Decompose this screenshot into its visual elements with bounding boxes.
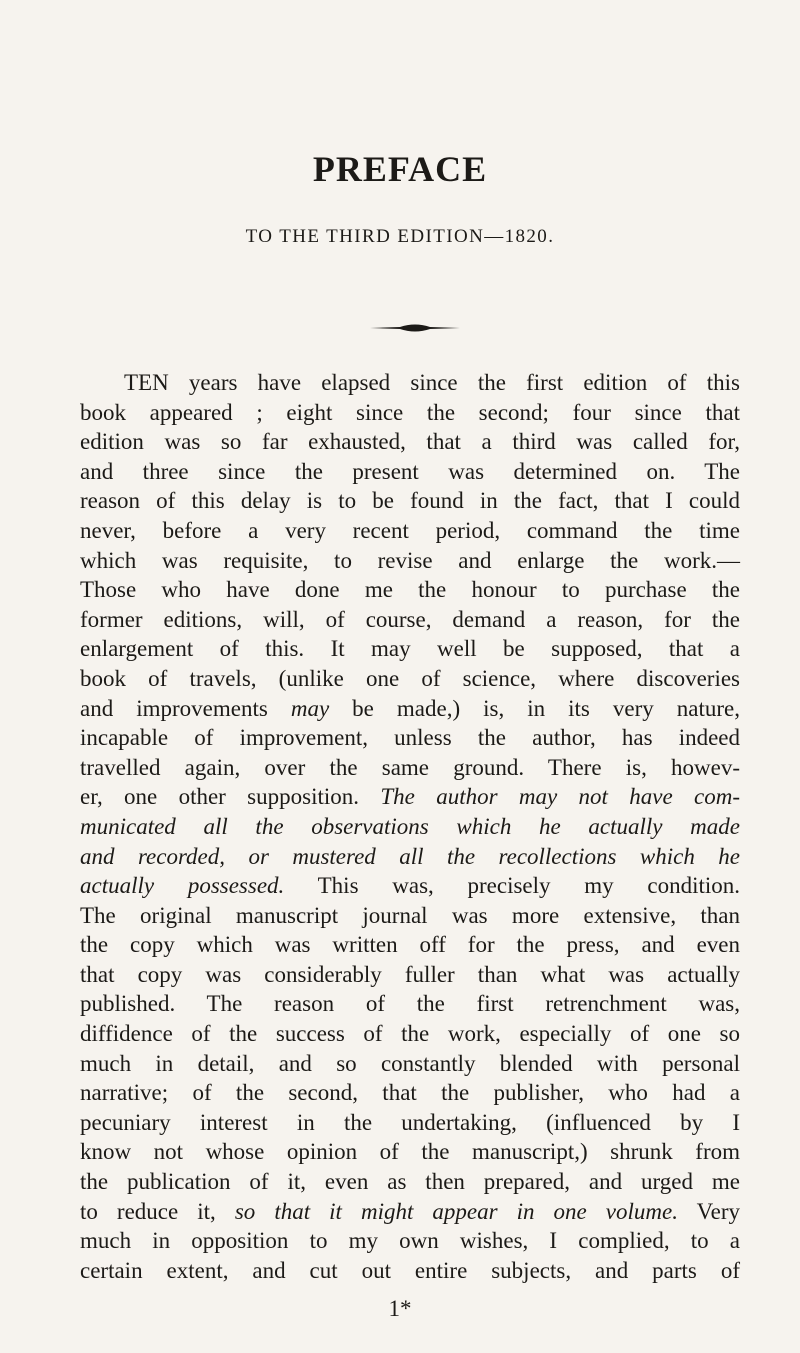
text-line: enlargement of this. It may well be supposed, that a xyxy=(80,636,740,662)
text-line: The original manuscript journal was more extensive, than xyxy=(80,902,740,928)
text-line: travelled again, over the same ground. There is, howev- xyxy=(80,754,740,780)
text-line: narrative; of the second, that the publisher, who had a xyxy=(80,1080,740,1106)
text-line: Those who have done me the honour to purchase the xyxy=(80,577,740,603)
page-subtitle: TO THE THIRD EDITION—1820. xyxy=(245,226,555,247)
italic-fragment: and recorded, or mustered all the recollections which he xyxy=(80,843,740,869)
text-line: diffidence of the success of the work, especially of one so xyxy=(80,1021,740,1047)
text-line: book appeared ; eight since the second; four since that xyxy=(80,399,740,425)
text-line: the publication of it, even as then prepared, and urged me xyxy=(80,1169,740,1195)
text-fragment: be made,) is, in its very nature, xyxy=(352,695,740,721)
text-fragment: er, one other supposition. xyxy=(80,784,360,810)
text-line: published. The reason of the first retrenchment was, xyxy=(80,991,740,1017)
text-line: much in opposition to my own wishes, I complied, to a xyxy=(80,1228,740,1254)
text-line-mixed xyxy=(80,871,740,901)
text-line: know not whose opinion of the manuscript,) shrunk from xyxy=(80,1139,740,1165)
text-line: pecuniary interest in the undertaking, (influenced by I xyxy=(80,1109,740,1135)
signature-mark: 1* xyxy=(388,1296,412,1321)
text-line-italic xyxy=(80,812,740,842)
text-fragment: and improvements xyxy=(80,695,268,721)
text-line: TEN years have elapsed since the first edition of this xyxy=(124,370,740,395)
text-line: and three since the present was determined on. The xyxy=(80,458,740,484)
text-line: much in detail, and so constantly blended with personal xyxy=(80,1050,740,1076)
text-line: which was requisite, to revise and enlarge the work.— xyxy=(80,547,740,573)
text-fragment: to reduce it, xyxy=(80,1198,216,1224)
italic-fragment: may xyxy=(290,695,330,721)
page-title: PREFACE xyxy=(312,149,488,189)
text-line: edition was so far exhausted, that a third was called for, xyxy=(80,429,740,455)
text-line-italic xyxy=(80,842,740,872)
italic-fragment: municated all the observations which he actually made xyxy=(80,813,740,839)
italic-fragment: so that it might appear in one volume. xyxy=(234,1198,678,1224)
text-line: never, before a very recent period, command the time xyxy=(80,517,740,543)
italic-fragment: The author may not have com- xyxy=(380,784,740,810)
italic-fragment: actually possessed. xyxy=(80,873,285,899)
preface-text xyxy=(80,368,740,1285)
text-line: book of travels, (unlike one of science, where discoveries xyxy=(80,665,740,691)
text-line-mixed xyxy=(80,782,740,812)
text-line: that copy was considerably fuller than what was actually xyxy=(80,961,740,987)
ornamental-rule xyxy=(370,322,460,334)
text-line: certain extent, and cut out entire subjects, and parts of xyxy=(80,1257,740,1283)
text-line: incapable of improvement, unless the author, has indeed xyxy=(80,725,740,751)
text-fragment: This was, precisely my condition. xyxy=(317,873,740,899)
text-line: the copy which was written off for the press, and even xyxy=(80,932,740,958)
text-line: reason of this delay is to be found in the fact, that I could xyxy=(80,488,740,514)
text-line-mixed xyxy=(80,1197,740,1227)
text-line: former editions, will, of course, demand a reason, for the xyxy=(80,606,740,632)
text-line-mixed xyxy=(80,694,740,724)
text-fragment: Very xyxy=(696,1198,741,1224)
